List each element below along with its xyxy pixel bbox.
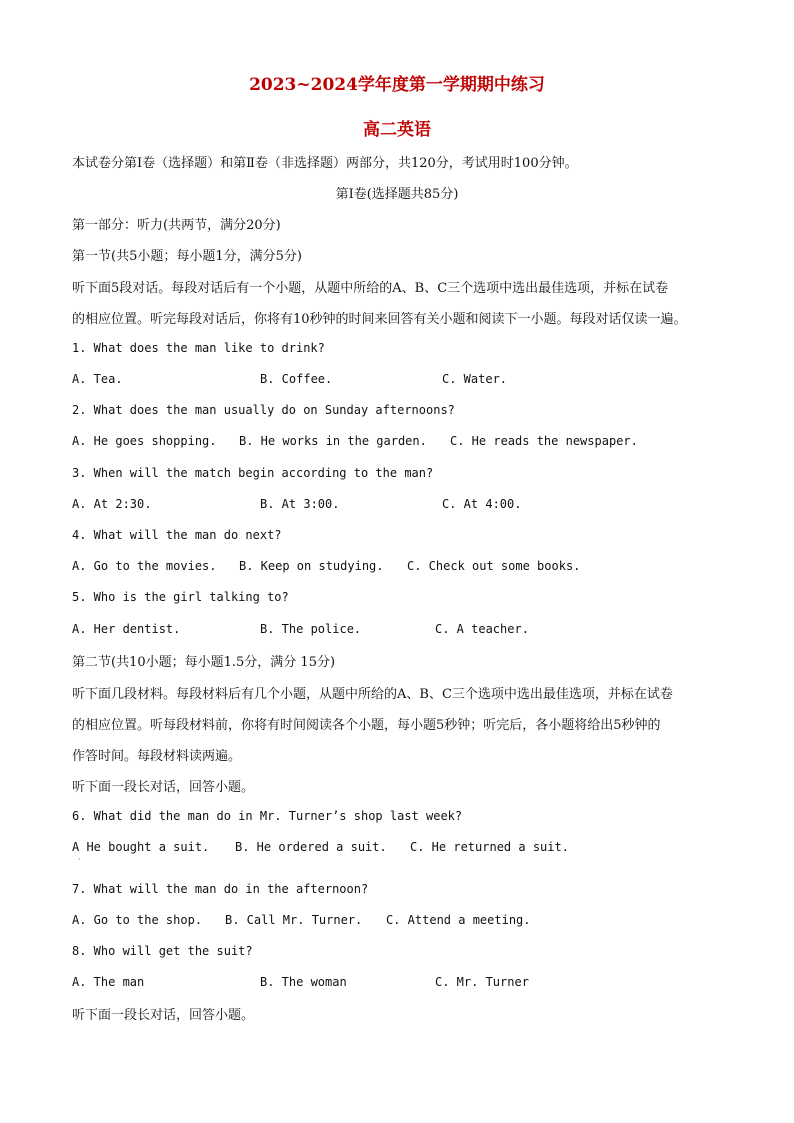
q3-option-a: A. At 2:30. bbox=[72, 497, 152, 511]
question-2: 2. What does the man usually do on Sunday afternoons? bbox=[72, 403, 455, 417]
section1-instructions-line2: 的相应位置。听完每段对话后，你将有10秒钟的时间来回答有关小题和阅读下一小题。每段对话仅读一遍。 bbox=[72, 312, 687, 327]
q2-option-b: B. He works in the garden. bbox=[239, 434, 427, 448]
q7-option-a: A. Go to the shop. bbox=[72, 913, 203, 927]
exam-subtitle: 高二英语 bbox=[363, 120, 431, 140]
q1-option-b: B. Coffee. bbox=[260, 372, 333, 386]
q7-option-b: B. Call Mr. Turner. bbox=[225, 913, 363, 927]
q6-option-c: C. He returned a suit. bbox=[410, 840, 569, 854]
section2-instructions-line2: 的相应位置。听每段材料前，你将有时间阅读各个小题，每小题5秒钟；听完后，各小题将给出5秒钟的 bbox=[72, 718, 661, 733]
q5-option-a: A. Her dentist. bbox=[72, 622, 181, 636]
q4-option-a: A. Go to the movies. bbox=[72, 559, 217, 573]
exam-title: 2023~2024学年度第一学期期中练习 bbox=[249, 75, 545, 95]
question-5: 5. Who is the girl talking to? bbox=[72, 590, 289, 604]
q1-option-c: C. Water. bbox=[442, 372, 508, 386]
question-7: 7. What will the man do in the afternoon? bbox=[72, 882, 369, 896]
dialog-intro-1: 听下面一段长对话，回答小题。 bbox=[72, 780, 255, 795]
q7-option-c: C. Attend a meeting. bbox=[386, 913, 531, 927]
stray-mark: · bbox=[78, 855, 81, 864]
question-1: 1. What does the man like to drink? bbox=[72, 341, 325, 355]
q8-option-b: B. The woman bbox=[260, 975, 347, 989]
question-4: 4. What will the man do next? bbox=[72, 528, 282, 542]
q8-option-c: C. Mr. Turner bbox=[435, 975, 529, 989]
q5-option-c: C. A teacher. bbox=[435, 622, 529, 636]
q5-option-b: B. The police. bbox=[260, 622, 362, 636]
part1-heading: 第Ⅰ卷(选择题共85分) bbox=[335, 187, 459, 202]
q1-option-a: A. Tea. bbox=[72, 372, 123, 386]
exam-intro: 本试卷分第Ⅰ卷（选择题）和第Ⅱ卷（非选择题）两部分，共120分，考试用时100分钟。 bbox=[72, 156, 578, 171]
q8-option-a: A. The man bbox=[72, 975, 145, 989]
dialog-intro-2: 听下面一段长对话，回答小题。 bbox=[72, 1008, 255, 1023]
question-8: 8. Who will get the suit? bbox=[72, 944, 253, 958]
q2-option-a: A. He goes shopping. bbox=[72, 434, 217, 448]
listening-section-heading: 第一部分：听力(共两节，满分20分) bbox=[72, 218, 281, 233]
q3-option-c: C. At 4:00. bbox=[442, 497, 522, 511]
question-6: 6. What did the man do in Mr. Turner’s shop last week? bbox=[72, 809, 463, 823]
question-3: 3. When will the match begin according to the man? bbox=[72, 466, 434, 480]
section2-heading: 第二节(共10小题；每小题1.5分，满分 15分) bbox=[72, 655, 336, 670]
section2-instructions-line1: 听下面几段材料。每段材料后有几个小题，从题中所给的A、B、C三个选项中选出最佳选项，并标在试卷 bbox=[72, 687, 673, 702]
section1-heading: 第一节(共5小题；每小题1分，满分5分) bbox=[72, 249, 302, 264]
q3-option-b: B. At 3:00. bbox=[260, 497, 340, 511]
section1-instructions-line1: 听下面5段对话。每段对话后有一个小题，从题中所给的A、B、C三个选项中选出最佳选项，并标在试卷 bbox=[72, 281, 669, 296]
q2-option-c: C. He reads the newspaper. bbox=[450, 434, 638, 448]
q6-option-a: A He bought a suit. bbox=[72, 840, 210, 854]
q6-option-b: B. He ordered a suit. bbox=[235, 840, 387, 854]
section2-instructions-line3: 作答时间。每段材料读两遍。 bbox=[72, 749, 242, 764]
q4-option-b: B. Keep on studying. bbox=[239, 559, 384, 573]
q4-option-c: C. Check out some books. bbox=[407, 559, 581, 573]
